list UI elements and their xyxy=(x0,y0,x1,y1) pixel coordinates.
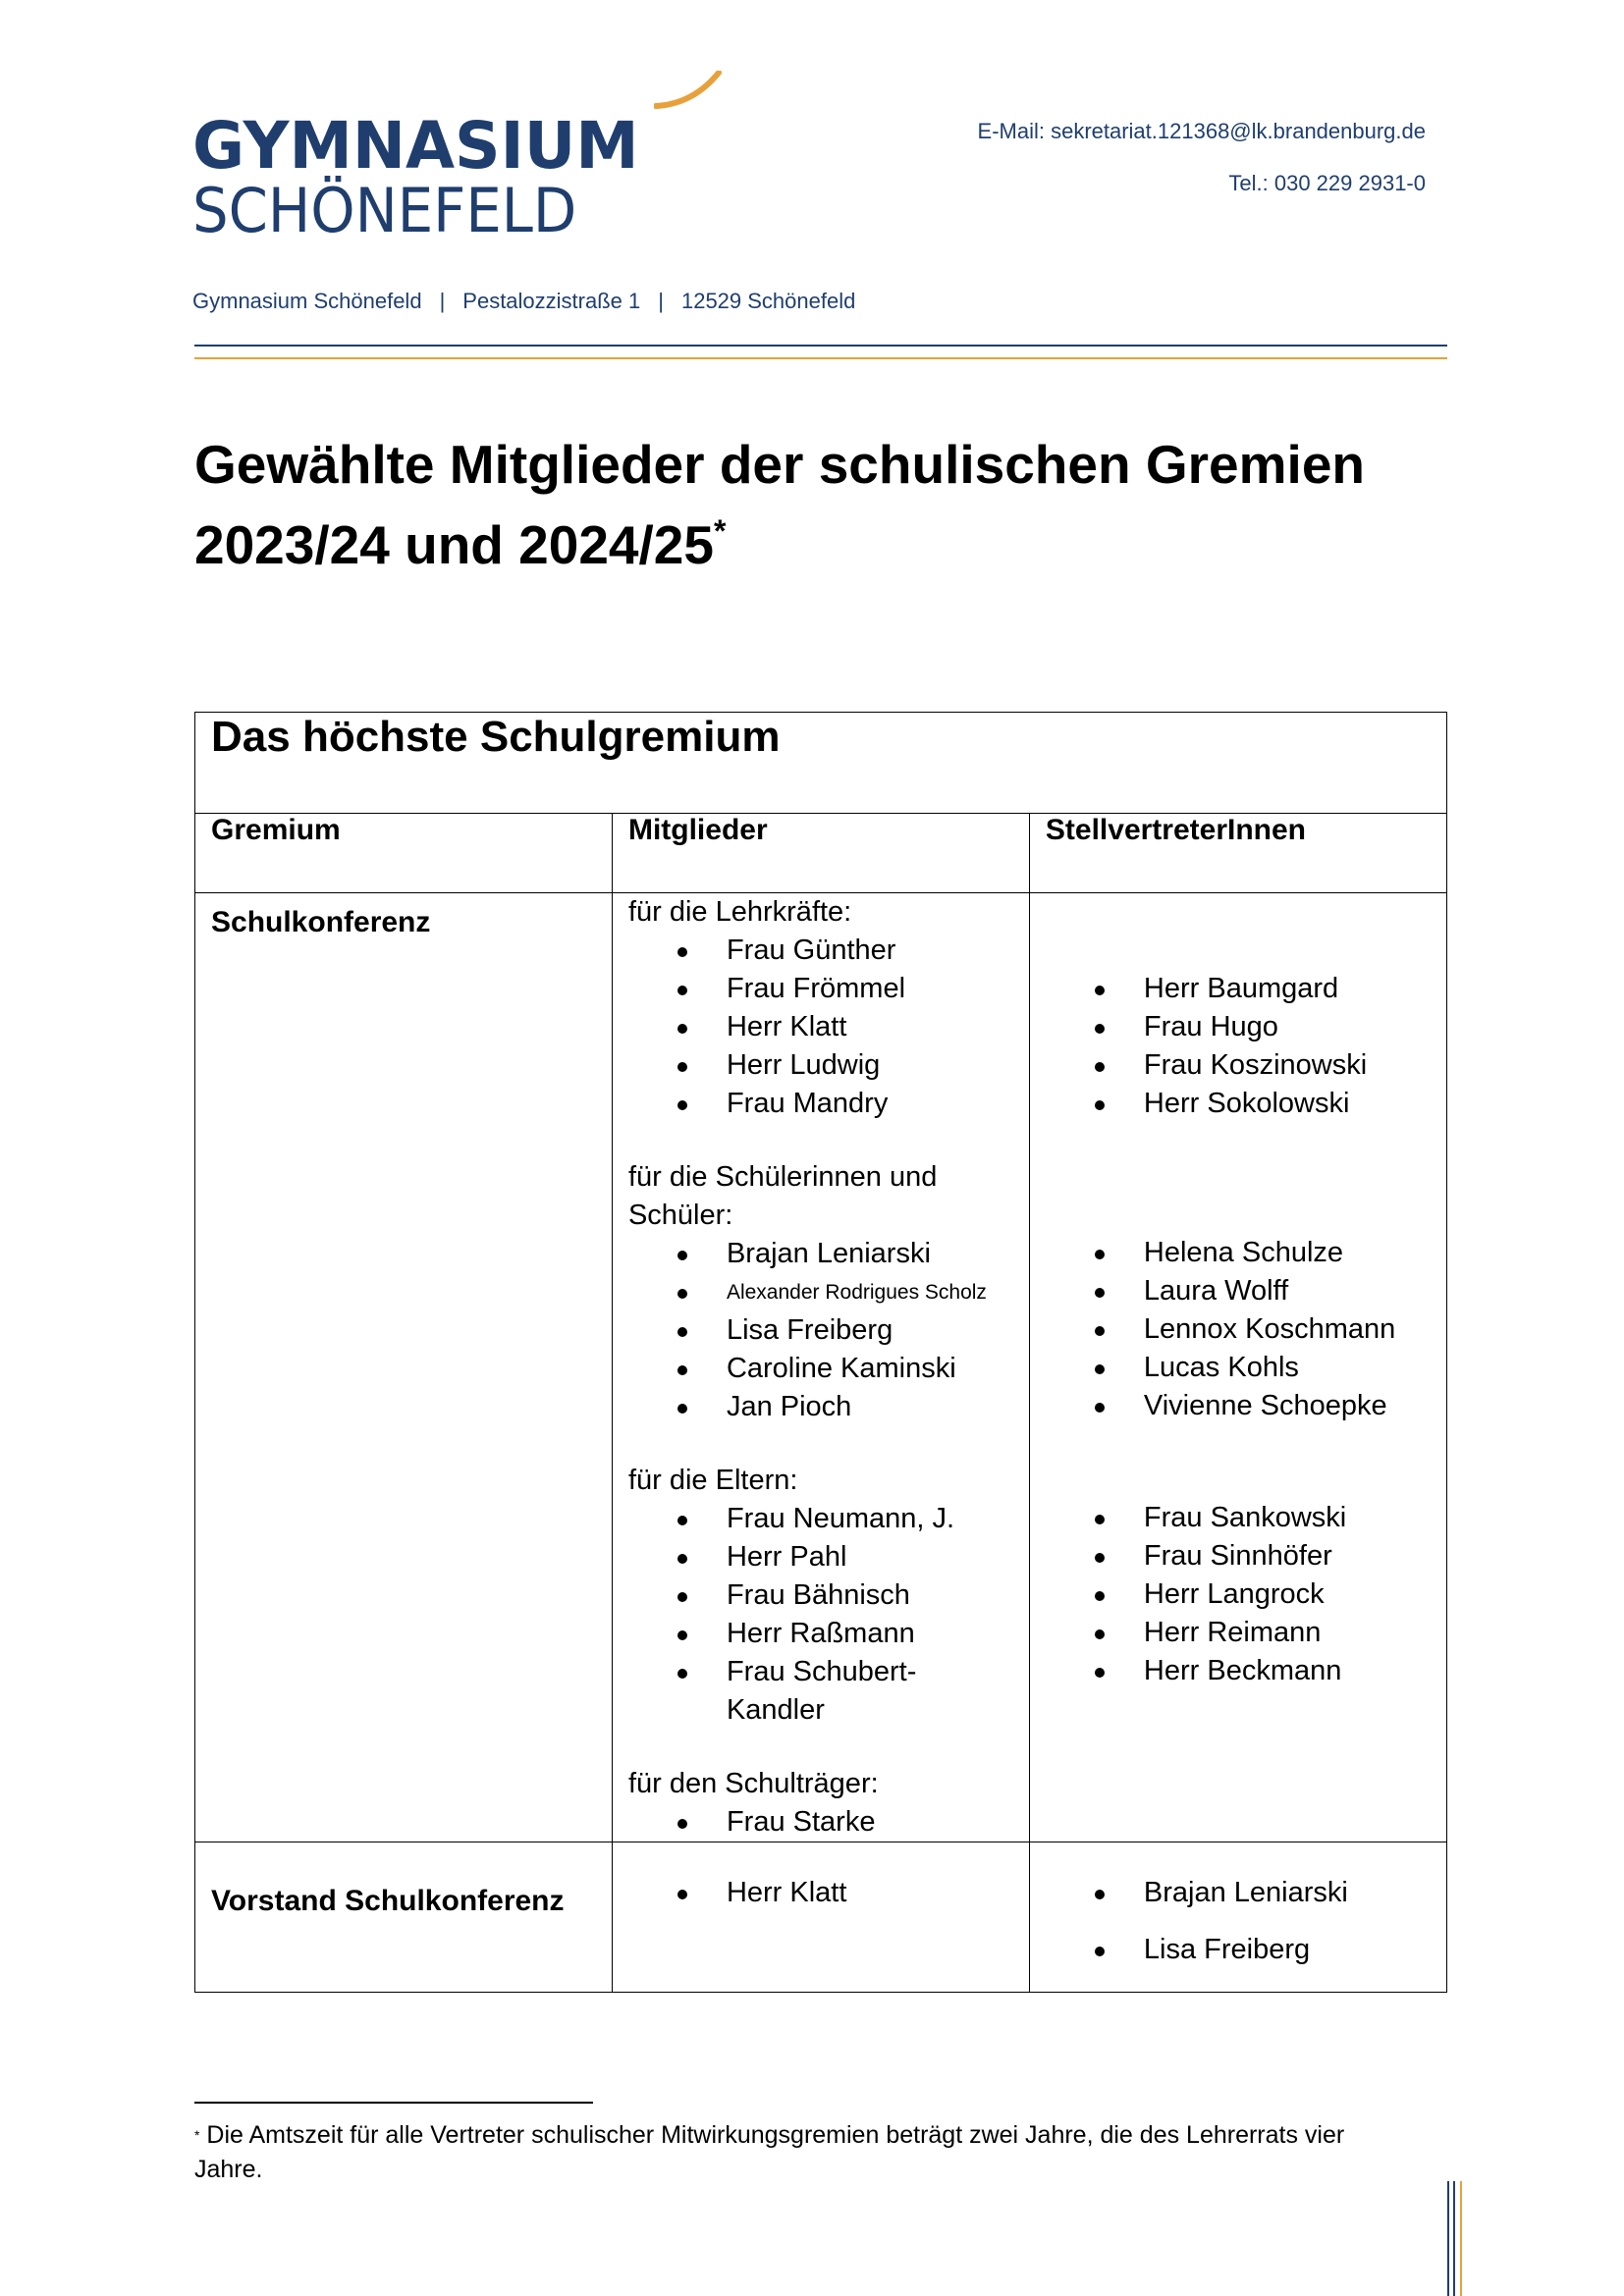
list-item: Frau Sinnhöfer xyxy=(1095,1537,1431,1575)
members-list-lehrkraefte xyxy=(628,932,1013,1123)
spacer xyxy=(1046,893,1431,970)
list-item: Frau Starke xyxy=(677,1803,1013,1842)
list-item: Brajan Leniarski xyxy=(1095,1874,1431,1912)
contact-phone: Tel.: 030 229 2931-0 xyxy=(1228,171,1426,195)
footnote-rule xyxy=(194,2102,593,2104)
list-item: Lisa Freiberg xyxy=(1095,1931,1431,1969)
list-item: Vivienne Schoepke xyxy=(1095,1387,1431,1425)
column-header-stellvertreter: StellvertreterInnen xyxy=(1029,814,1446,893)
spacer xyxy=(628,1426,1013,1462)
group-label-schultraeger: für den Schulträger: xyxy=(627,1768,879,1799)
list-item: Frau Sankowski xyxy=(1095,1499,1431,1537)
list-item: Herr Sokolowski xyxy=(1095,1085,1431,1123)
members-cell xyxy=(612,1842,1029,1993)
deputies-list-schueler xyxy=(1046,1234,1431,1425)
gremium-name: Vorstand Schulkonferenz xyxy=(211,1885,565,1917)
header-rule-blue xyxy=(194,345,1447,347)
footnote-reference: * xyxy=(713,513,727,549)
list-item: Herr Ludwig xyxy=(677,1046,1013,1085)
page-title xyxy=(194,424,1422,585)
contact-email: E-Mail: sekretariat.121368@lk.brandenburg.de xyxy=(977,119,1426,143)
deputies-list-eltern xyxy=(1046,1499,1431,1690)
section-title: Das höchste Schulgremium xyxy=(195,713,1447,814)
list-item: Lisa Freiberg xyxy=(677,1311,1013,1350)
section-header-row xyxy=(195,713,1447,814)
address-street: Pestalozzistraße 1 xyxy=(462,289,641,313)
list-item: Frau Koszinowski xyxy=(1095,1046,1431,1085)
list-item: Lennox Koschmann xyxy=(1095,1310,1431,1349)
group-label-eltern: für die Eltern: xyxy=(627,1465,798,1496)
list-item: Jan Pioch xyxy=(677,1388,1013,1426)
deputies-cell xyxy=(1029,893,1446,1842)
list-item: Lucas Kohls xyxy=(1095,1349,1431,1387)
footnote-mark: * xyxy=(194,2127,200,2143)
logo-arc-icon xyxy=(654,71,723,110)
column-header-mitglieder: Mitglieder xyxy=(612,814,1029,893)
list-item: Herr Klatt xyxy=(677,1874,1013,1912)
footnote-text: Die Amtszeit für alle Vertreter schulischer Mitwirkungsgremien beträgt zwei Jahre, die des Lehrerrats vier Jahre. xyxy=(194,2121,1345,2183)
list-item: Caroline Kaminski xyxy=(677,1350,1013,1388)
decorative-edge-lines xyxy=(1446,2181,1466,2296)
gremien-table xyxy=(194,712,1447,1993)
list-item: Herr Langrock xyxy=(1095,1575,1431,1614)
spacer xyxy=(628,1123,1013,1158)
school-logo xyxy=(192,71,639,246)
list-item: Frau Günther xyxy=(677,932,1013,970)
address-separator: | xyxy=(439,289,446,313)
list-item: Frau Frömmel xyxy=(677,970,1013,1008)
title-line-1: Gewählte Mitglieder der schulischen Gremien xyxy=(194,434,1366,495)
spacer xyxy=(1046,1425,1431,1499)
table-row-schulkonferenz xyxy=(195,893,1447,1842)
list-item: Frau Neumann, J. xyxy=(677,1500,1013,1538)
list-item: Herr Baumgard xyxy=(1095,970,1431,1008)
logo-line-1: GYMNASIUM xyxy=(192,108,639,184)
address-city: 12529 Schönefeld xyxy=(680,289,856,313)
column-header-gremium: Gremium xyxy=(195,814,613,893)
list-item: Frau Mandry xyxy=(677,1085,1013,1123)
gremium-name: Schulkonferenz xyxy=(211,906,431,938)
list-item: Brajan Leniarski xyxy=(677,1235,1013,1273)
footnote xyxy=(194,2118,1412,2187)
title-line-2: 2023/24 und 2024/25 xyxy=(194,514,714,575)
column-header-row xyxy=(195,814,1447,893)
list-item: Frau Bähnisch xyxy=(677,1576,1013,1615)
list-item: Herr Pahl xyxy=(677,1538,1013,1576)
list-item: Herr Beckmann xyxy=(1095,1652,1431,1690)
list-item: Helena Schulze xyxy=(1095,1234,1431,1272)
list-item: Frau Schubert-Kandler xyxy=(677,1653,1013,1730)
deputies-cell xyxy=(1029,1842,1446,1993)
spacer xyxy=(628,1730,1013,1765)
members-cell xyxy=(612,893,1029,1842)
deputies-list-lehrkraefte xyxy=(1046,970,1431,1123)
list-item: Herr Klatt xyxy=(677,1008,1013,1046)
group-label-lehrkraefte: für die Lehrkräfte: xyxy=(627,896,852,928)
table-row-vorstand xyxy=(195,1842,1447,1993)
members-list-schultraeger xyxy=(628,1803,1013,1842)
header-rule-orange xyxy=(194,357,1447,359)
list-item: Herr Reimann xyxy=(1095,1614,1431,1652)
members-list-eltern xyxy=(628,1500,1013,1730)
deputies-list-vorstand xyxy=(1046,1874,1431,1969)
group-label-schueler: für die Schülerinnen und Schüler: xyxy=(627,1161,938,1231)
address-line xyxy=(192,289,855,314)
logo-line-2: SCHÖNEFELD xyxy=(192,175,577,246)
list-item: Frau Hugo xyxy=(1095,1008,1431,1046)
address-school: Gymnasium Schönefeld xyxy=(192,289,422,313)
list-item: Alexander Rodrigues Scholz xyxy=(677,1273,1013,1311)
members-list-vorstand xyxy=(628,1874,1013,1912)
address-separator: | xyxy=(658,289,664,313)
members-list-schueler xyxy=(628,1235,1013,1426)
list-item: Herr Raßmann xyxy=(677,1615,1013,1653)
spacer xyxy=(1046,1123,1431,1234)
list-item: Laura Wolff xyxy=(1095,1272,1431,1310)
